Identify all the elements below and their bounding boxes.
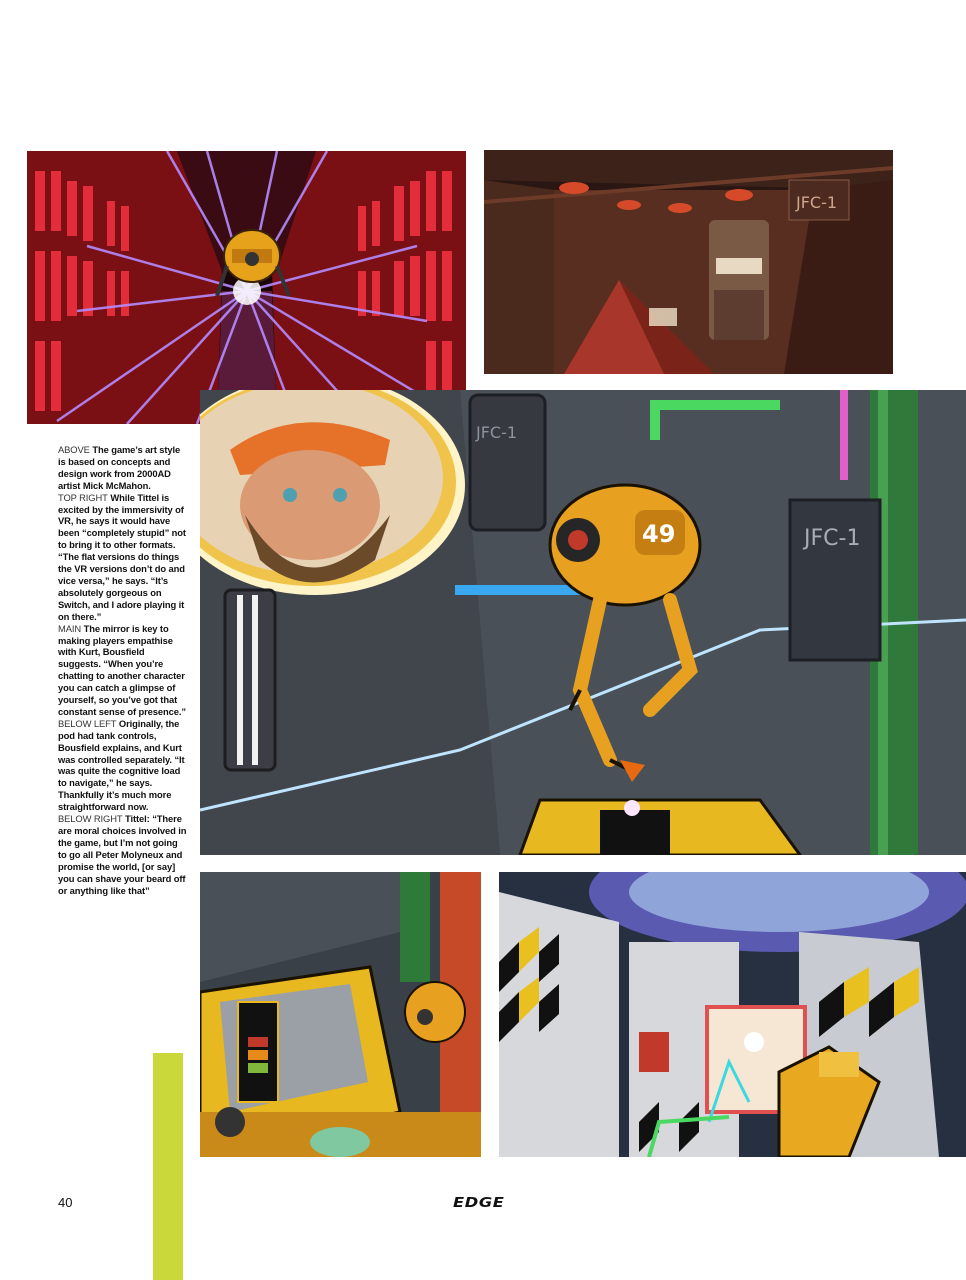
caption-text-above: The game’s art style is based on concepts and design work from 2000AD artist Mick McMahon.	[58, 444, 181, 491]
caption-label-main: MAIN	[58, 622, 82, 634]
image-pod-cockpit	[200, 872, 481, 1157]
caption-text-top-right: While Tittel is excited by the immersivity of VR, he says it would have been “completely stupid” not to bring it to other formats. “The flat versions do things the VR versions don’t do and vice versa,” he says. “It’s absolutely gorgeous on Switch, and I adore playing it on there.”	[58, 491, 186, 622]
sign-jfc1-main-left: JFC-1	[476, 423, 518, 442]
robot-number: 49	[642, 520, 676, 548]
caption-below-left	[58, 718, 188, 813]
caption-top-right	[58, 492, 188, 623]
image-hand-card	[499, 872, 966, 1157]
caption-label-above: ABOVE	[58, 444, 90, 455]
edge-logo: EDGE	[453, 1196, 505, 1211]
caption-label-below-left: BELOW LEFT	[58, 717, 117, 729]
image-main-robot-mirror	[200, 390, 966, 855]
picture-captions	[58, 444, 188, 896]
caption-text-below-right: Tittel: “There are moral choices involved in the game, but I’m not going to go all Peter Molyneux and promise the world, [or say] you can shave your beard off or anything like that”	[58, 813, 187, 896]
sign-jfc1-main-right: JFC-1	[804, 526, 861, 551]
caption-label-top-right: TOP RIGHT	[58, 491, 108, 503]
caption-below-right	[58, 813, 188, 896]
caption-above	[58, 444, 188, 492]
sign-jfc1-top-right: JFC-1	[796, 193, 838, 212]
image-pod-laser-corridor	[27, 151, 466, 424]
caption-main	[58, 623, 188, 718]
caption-text-main: The mirror is key to making players empathise with Kurt, Bousfield suggests. “When you’re chatting to another character you can catch a glimpse of yourself, so you’ve got that constant sense of presence.”	[58, 622, 186, 717]
caption-label-below-right: BELOW RIGHT	[58, 813, 123, 825]
page-number: 40	[58, 1195, 73, 1210]
accent-bar	[153, 1053, 183, 1280]
image-maintenance-room	[484, 150, 893, 374]
caption-text-below-left: Originally, the pod had tank controls, Bousfield explains, and Kurt was controlled separately. “It was quite the cognitive load to navigate,” he says. Thankfully it’s much more straightforward now.	[58, 717, 185, 813]
